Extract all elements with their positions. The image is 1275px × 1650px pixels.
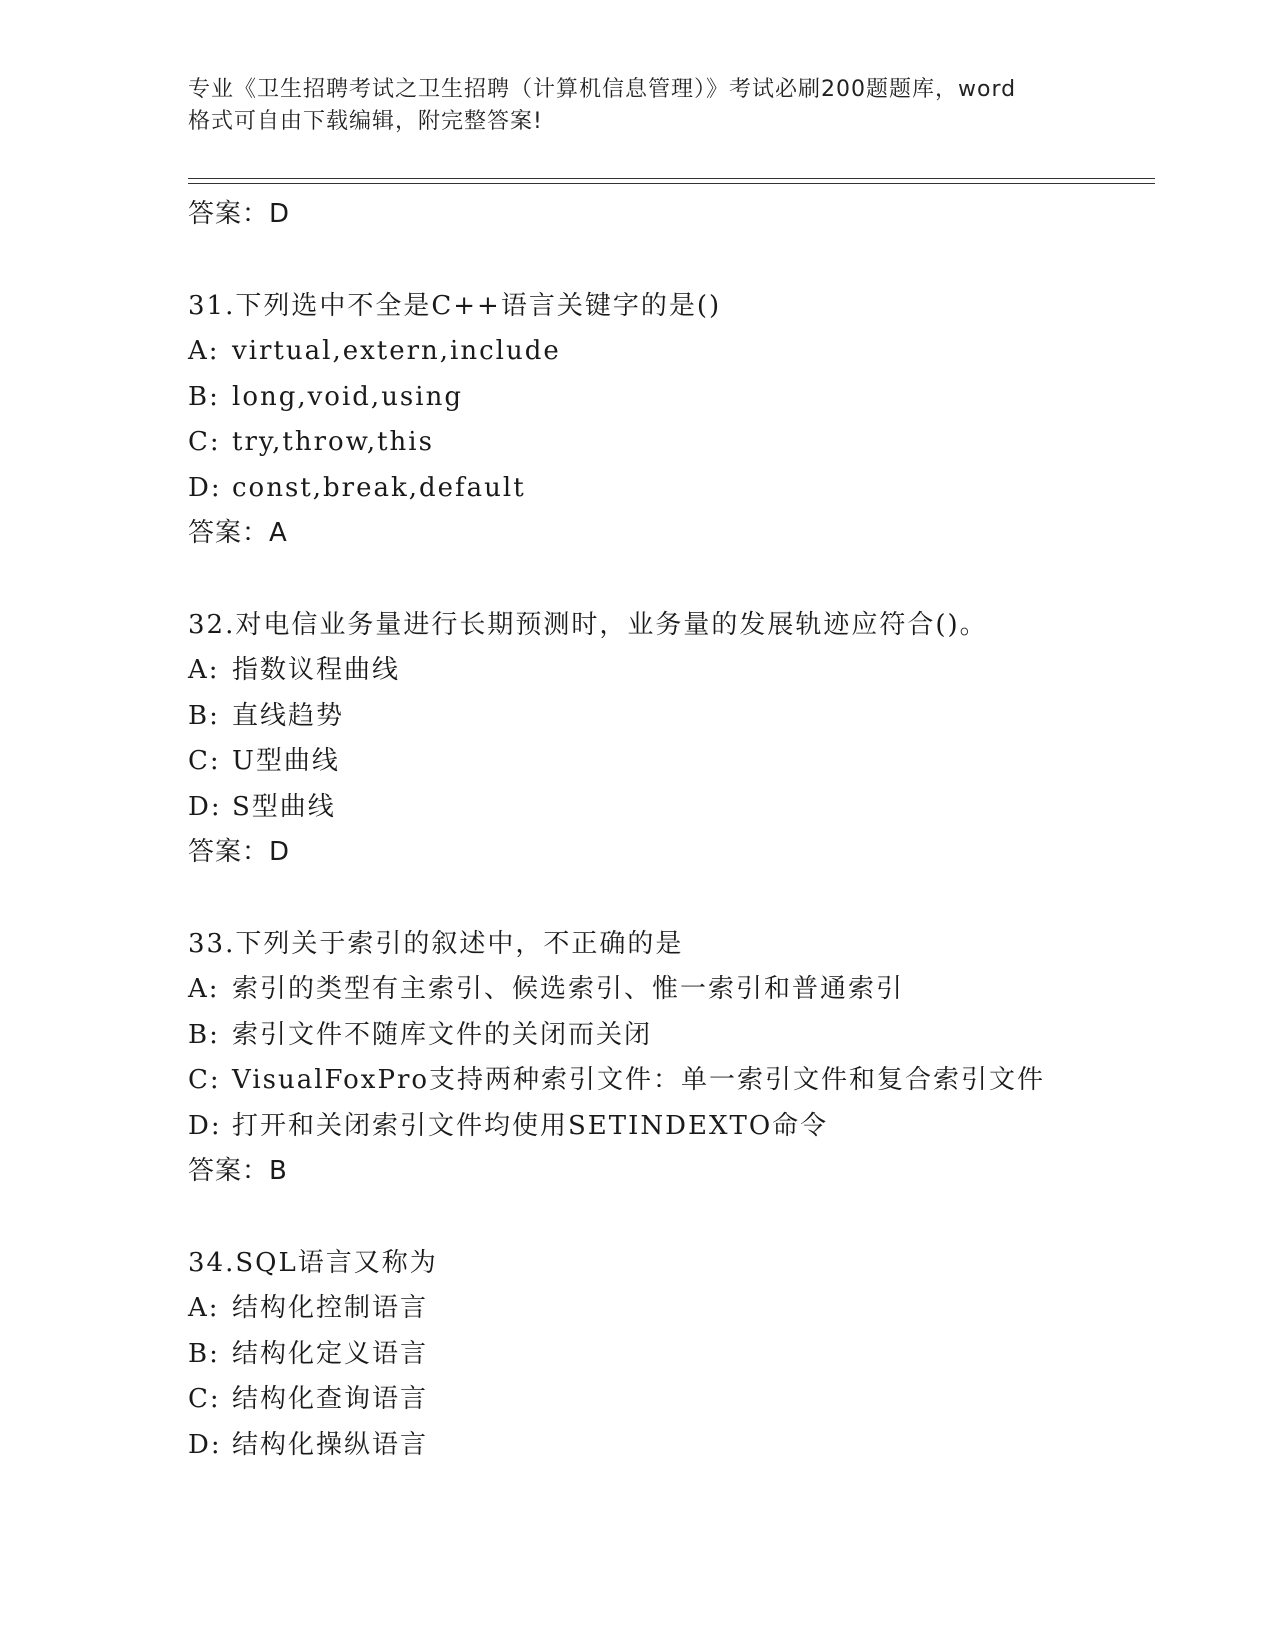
option-letter: B: [188, 1019, 220, 1050]
option-text: 结构化操纵语言 [232, 1429, 429, 1460]
option-letter: B: [188, 381, 220, 412]
option-a [188, 967, 1155, 1013]
option-letter: D: [188, 791, 222, 822]
option-c [188, 1058, 1155, 1104]
option-letter: A: [188, 1293, 220, 1323]
page-header [188, 74, 1088, 138]
option-text: const,break,default [232, 472, 526, 503]
option-text: 索引的类型有主索引、候选索引、惟一索引和普通索引 [232, 974, 905, 1004]
option-text: 直线趋势 [232, 700, 345, 731]
header-rule-top [188, 178, 1155, 179]
option-text: 指数议程曲线 [232, 655, 401, 685]
option-b [188, 375, 1155, 421]
option-a [188, 1286, 1155, 1332]
option-text: 索引文件不随库文件的关闭而关闭 [232, 1019, 653, 1050]
option-letter: A: [188, 974, 220, 1004]
header-line-2: 格式可自由下载编辑，附完整答案! [188, 109, 543, 134]
option-c [188, 1377, 1155, 1423]
question-stem: 32.对电信业务量进行长期预测时，业务量的发展轨迹应符合()。 [188, 609, 988, 640]
option-text: S型曲线 [232, 791, 336, 822]
option-a [188, 329, 1155, 375]
answer-line: 答案：D [188, 199, 291, 229]
option-d [188, 1104, 1155, 1150]
option-letter: B: [188, 700, 220, 731]
option-d [188, 466, 1155, 512]
option-letter: C: [188, 1065, 221, 1095]
option-letter: D: [188, 1429, 222, 1460]
option-text: virtual,extern,include [232, 336, 561, 366]
option-letter: C: [188, 1384, 221, 1414]
option-letter: B: [188, 1338, 220, 1369]
option-text: VisualFoxPro支持两种索引文件：单一索引文件和复合索引文件 [232, 1065, 1046, 1095]
option-letter: A: [188, 336, 220, 366]
option-d [188, 785, 1155, 831]
option-b [188, 694, 1155, 740]
option-text: 结构化查询语言 [232, 1384, 429, 1414]
answer-line: 答案：A [188, 518, 288, 548]
option-text: 打开和关闭索引文件均使用SETINDEXTO命令 [232, 1110, 829, 1141]
option-letter: A: [188, 655, 220, 685]
answer-line: 答案：B [188, 1156, 288, 1186]
option-letter: D: [188, 472, 222, 503]
option-text: U型曲线 [232, 746, 340, 776]
option-text: long,void,using [232, 381, 463, 412]
question-list [188, 192, 1155, 1468]
question-stem: 34.SQL语言又称为 [188, 1247, 438, 1278]
option-text: 结构化定义语言 [232, 1338, 429, 1369]
option-c [188, 420, 1155, 466]
option-b [188, 1013, 1155, 1059]
option-a [188, 648, 1155, 694]
option-text: try,throw,this [232, 427, 434, 457]
answer-line: 答案：D [188, 837, 291, 867]
option-text: 结构化控制语言 [232, 1293, 429, 1323]
header-rule-bottom [188, 183, 1155, 184]
option-letter: C: [188, 427, 221, 457]
option-letter: C: [188, 746, 221, 776]
question-stem: 33.下列关于索引的叙述中，不正确的是 [188, 928, 684, 959]
header-line-1: 专业《卫生招聘考试之卫生招聘（计算机信息管理）》考试必刷200题题库，word [188, 77, 1017, 102]
option-d [188, 1423, 1155, 1469]
option-c [188, 739, 1155, 785]
option-b [188, 1332, 1155, 1378]
option-letter: D: [188, 1110, 222, 1141]
question-stem: 31.下列选中不全是C++语言关键字的是() [188, 290, 722, 321]
